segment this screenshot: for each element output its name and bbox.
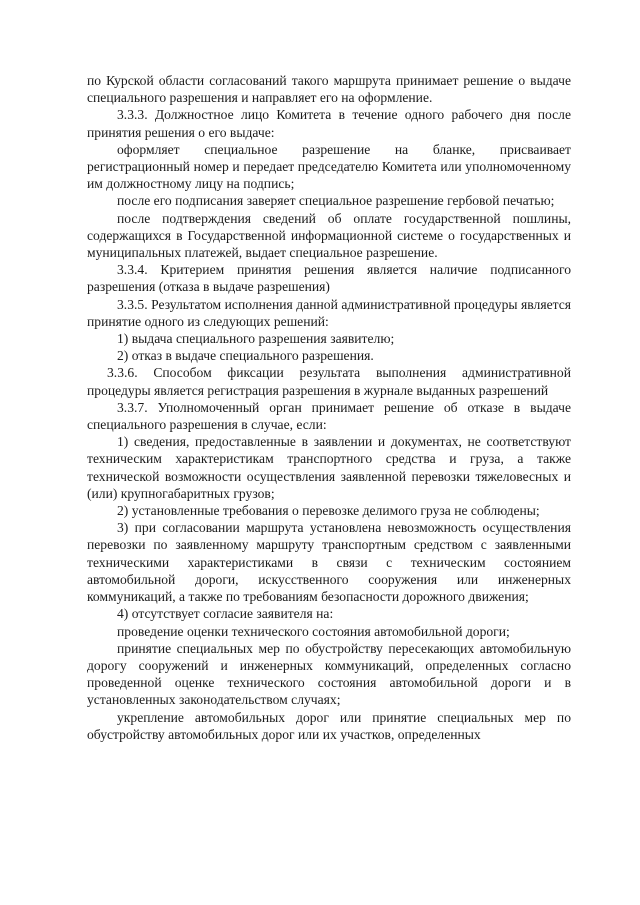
consent-item-assessment: проведение оценки технического состояния автомобильной дороги; [117, 623, 510, 639]
list-item-issue: 1) выдача специального разрешения заявителю; [117, 331, 395, 347]
paragraph-issue-form: оформляет специальное разрешение на бланке, присваивает регистрационный номер и передает председателю Комитета или уполномоченному им должностному лицу на подпись; [87, 141, 571, 192]
paragraph-3-3-3: 3.3.3. Должностное лицо Комитета в течение одного рабочего дня после принятия решения о его выдаче: [87, 107, 571, 140]
consent-item-road-reinforcement: укрепление автомобильных дорог или принятие специальных мер по обустройству автомобильных дорог или их участков, определенных [87, 709, 571, 742]
consent-item-special-measures: принятие специальных мер по обустройству пересекающих автомобильную дорогу сооружений и инженерных коммуникаций, определенных согласно проведенной оценке технического состояния автомобильной дороги и в установленных законодательством случаях; [87, 640, 571, 708]
list-item-refusal: 2) отказ в выдаче специального разрешения. [117, 348, 374, 364]
refusal-reason-3: 3) при согласовании маршрута установлена невозможность осуществления перевозки по заявленному маршруту транспортным средством с заявленными техническими характеристиками в связи с техническим состоянием автомобильной дороги, искусственного сооружения или инженерных коммуникаций, а также по требованиям безопасности дорожного движения; [87, 520, 571, 605]
paragraph-3-3-5: 3.3.5. Результатом исполнения данной административной процедуры является принятие одного из следующих решений: [87, 296, 571, 329]
refusal-reason-1: 1) сведения, предоставленные в заявлении и документах, не соответствуют техническим характеристикам транспортного средства и груза, а также технической возможности осуществления заявленной перевозки тяжеловесных и (или) крупногабаритных грузов; [87, 434, 571, 501]
paragraph-3-3-7: 3.3.7. Уполномоченный орган принимает решение об отказе в выдаче специального разрешения в случае, если: [87, 399, 571, 433]
paragraph-3-3-4: 3.3.4. Критерием принятия решения является наличие подписанного разрешения (отказа в выдаче разрешения) [87, 262, 571, 295]
paragraph-seal: после его подписания заверяет специальное разрешение гербовой печатью; [117, 193, 555, 209]
paragraph-payment-confirmation: после подтверждения сведений об оплате государственной пошлины, содержащихся в Государственной информационной системе о государственных и муниципальных платежей, выдает специальное разрешение. [87, 210, 571, 261]
paragraph-3-3-6: 3.3.6. Способом фиксации результата выполнения административной процедуры является регистрация разрешения в журнале выданных разрешений [87, 365, 571, 398]
paragraph-continuation: по Курской области согласований такого маршрута принимает решение о выдаче специального разрешения и направляет его на оформление. [87, 73, 571, 106]
refusal-reason-2: 2) установленные требования о перевозке делимого груза не соблюдены; [117, 503, 540, 519]
refusal-reason-4: 4) отсутствует согласие заявителя на: [117, 606, 334, 622]
document-page [87, 72, 571, 743]
